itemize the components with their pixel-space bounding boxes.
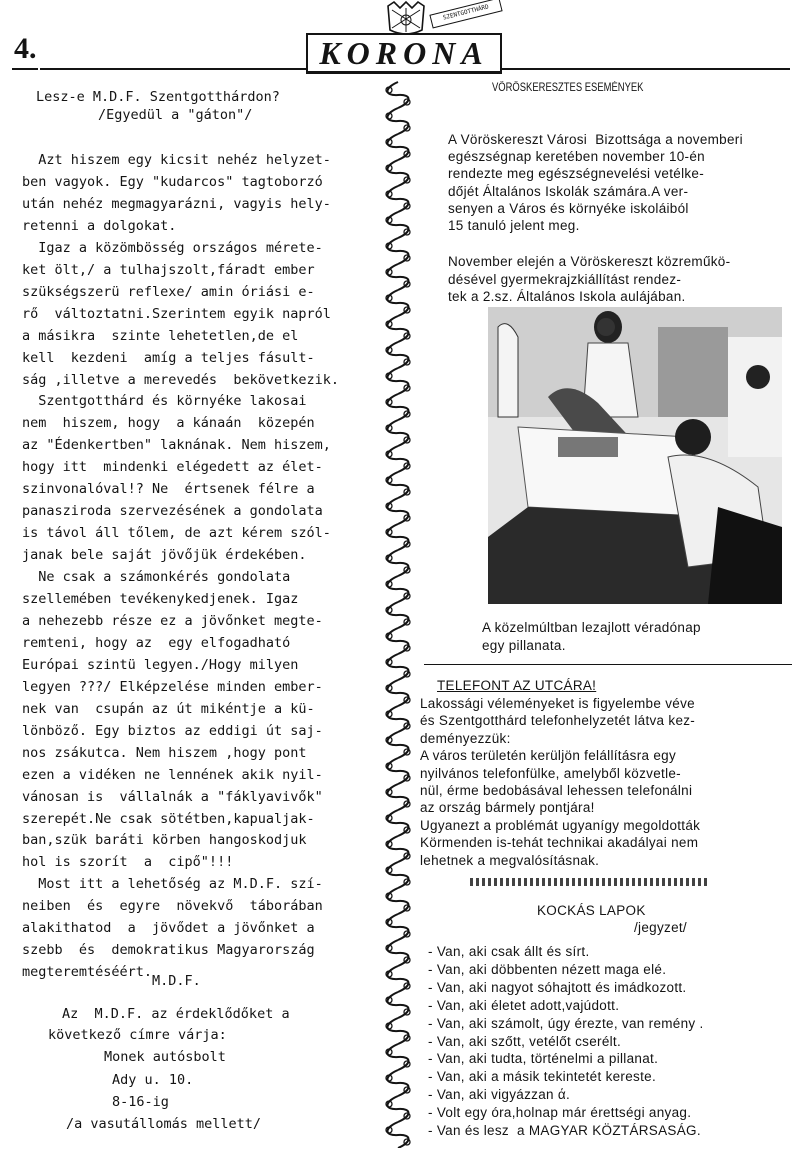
left-article-line: ben vagyok. Egy "kudarcos" tagtoborzó (22, 173, 323, 190)
red-cross-line: 15 tanuló jelent meg. (448, 218, 580, 233)
phone-article-line: deményezzük: (420, 730, 511, 746)
left-article-line: szükségszerü reflexe/ amin óriási e- (22, 283, 315, 300)
red-cross-line: November elején a Vöröskereszt közreműkö- (448, 254, 731, 269)
red-cross-line: désével gyermekrajzkiállítást rendez- (448, 271, 682, 287)
header-rule-right (500, 68, 790, 70)
left-article-line: Igaz a közömbösség országos mérete- (22, 239, 323, 256)
left-article-line: hol is szorít a cipő"!!! (22, 854, 234, 871)
red-cross-line: egészségnap keretében november 10-én (448, 149, 705, 165)
phone-article-title: TELEFONT AZ UTCÁRA! (437, 678, 597, 693)
kockas-lapok-title: KOCKÁS LAPOK (537, 903, 646, 918)
left-article-line: Azt hiszem egy kicsit nehéz helyzet- (22, 152, 331, 168)
left-article-line: kell kezdeni amíg a teljes fásult- (22, 349, 315, 366)
blood-donation-photo (488, 307, 782, 604)
ornamental-column-divider (380, 78, 416, 1148)
red-cross-line: senyen a Város és környéke iskoláiból (448, 200, 689, 216)
phone-article-line: és Szentgotthárd telefonhelyzetét látva kez- (420, 713, 696, 729)
left-article-line: után nehéz megmagyarázni, vagyis hely- (22, 195, 331, 212)
left-article-line: szellemében tevékenykedjenek. Igaz (22, 591, 299, 607)
photo-caption-line-1: A közelmúltban lezajlott véradónap (482, 620, 701, 635)
red-cross-title: VÖRÖSKERESZTES ESEMÉNYEK (492, 82, 644, 94)
kockas-lapok-item: - Van, aki a másik tekintetét kereste. (428, 1069, 656, 1085)
kockas-lapok-item: - Van, aki szőtt, vetélőt cserélt. (428, 1033, 622, 1049)
left-article-subtitle: /Egyedül a "gáton"/ (98, 107, 253, 123)
signature: M.D.F. (152, 973, 201, 989)
left-article-line: hogy itt mindenki elégedett az élet- (22, 459, 323, 476)
left-article-line: vánosan is vállalnák a "fáklyavivők" (22, 788, 323, 805)
kockas-lapok-item: - Van, aki csak állt és sírt. (428, 944, 590, 959)
address-line-3: 8-16-ig (112, 1094, 169, 1110)
left-article-line: Európai szintü legyen./Hogy milyen (22, 656, 299, 673)
left-article-line: Szentgotthárd és környéke lakosai (22, 393, 307, 410)
left-article-line: szerepét.Ne csak sötétben,kapualjak- (22, 810, 315, 827)
left-article-line: ket ölt,/ a tulhajszolt,fáradt ember (22, 261, 315, 278)
red-cross-line: dőjét Általános Iskolák számára.A ver- (448, 183, 689, 199)
kockas-lapok-subtitle: /jegyzet/ (634, 920, 687, 935)
left-article-line: szinvonalóval!? Ne értsenek félre a (22, 481, 315, 498)
header-rule-left (40, 68, 306, 70)
ornamental-separator (470, 878, 710, 886)
red-cross-line: rendezte meg egészségnevelési vetélke- (448, 166, 705, 182)
kockas-lapok-item: - Van és lesz a MAGYAR KÖZTÁRSASÁG. (428, 1123, 701, 1138)
section-rule (424, 664, 792, 665)
left-article-line: ság ,illetve a merevedés bekövetkezik. (22, 371, 339, 388)
kockas-lapok-item: - Van, aki tudta, történelmi a pillanat. (428, 1051, 659, 1067)
left-article-line: is távol áll tőlem, de azt kérem szól- (22, 525, 331, 542)
masthead-title: KORONA (319, 35, 489, 71)
page-number: 4. (14, 32, 37, 65)
kockas-lapok-item: - Van, aki nagyot sóhajtott és imádkozott. (428, 979, 687, 995)
left-article-line: ban,szük baráti körben hangoskodjuk (22, 832, 307, 849)
invite-line-1: Az M.D.F. az érdeklődőket a (62, 1006, 290, 1022)
left-article-line: neiben és egyre növekvő táborában (22, 898, 323, 915)
left-article-line: legyen ???/ Elképzelése minden ember- (22, 678, 323, 695)
left-article-line: rő változtatni.Szerintem egyik napról (22, 305, 331, 322)
red-cross-line: tek a 2.sz. Általános Iskola aulájában. (448, 289, 686, 304)
invite-line-2: következő címre várja: (48, 1027, 227, 1043)
phone-article-line: nyilvános telefonfülke, amelyből közvetle- (420, 765, 681, 781)
photo-caption-line-2: egy pillanata. (482, 638, 566, 653)
phone-article-line: Lakossági véleményeket is figyelembe véve (420, 696, 695, 711)
left-article-title: Lesz-e M.D.F. Szentgotthárdon? (36, 89, 280, 105)
kockas-lapok-item: - Van, aki számolt, úgy érezte, van remény . (428, 1015, 704, 1031)
left-article-line: retenni a dolgokat. (22, 217, 177, 234)
left-article-line: Most itt a lehetőség az M.D.F. szí- (22, 876, 323, 893)
phone-article-line: lehetnek a megvalósításnak. (420, 852, 600, 868)
left-article-line: lönböző. Egy biztos az eddigi út saj- (22, 722, 323, 739)
left-article-line: szebb és demokratikus Magyarország (22, 942, 315, 959)
left-article-line: a nehezebb része ez a jövőnket megte- (22, 612, 323, 629)
left-article-line: alakithatod a jövődet a jövőnket a (22, 920, 315, 937)
kockas-lapok-item: - Volt egy óra,holnap már érettségi anyag. (428, 1105, 692, 1121)
phone-article-line: nül, érme bedobásával lehessen telefonálni (420, 783, 693, 798)
crest-banner: SZENTGOTTHÁRD (429, 0, 502, 29)
left-article-line: Ne csak a számonkérés gondolata (22, 569, 291, 586)
left-article-line: ezen a vidéken ne lennének akik nyil- (22, 766, 323, 783)
left-article-line: az "Édenkertben" laknának. Nem hiszem, (22, 437, 331, 454)
left-article-line: a másikra szinte lehetetlen,de el (22, 327, 299, 344)
left-article-line: nek van csupán az út mikéntje a kü- (22, 700, 315, 717)
address-note: /a vasutállomás mellett/ (66, 1116, 262, 1132)
phone-article-line: A város területén kerüljön felállításra egy (420, 748, 677, 764)
left-article-line: nos zsákutca. Nem hiszem ,hogy pont (22, 744, 307, 761)
address-line-2: Ady u. 10. (112, 1072, 194, 1088)
left-article-line: remteni, hogy az egy elfogadható (22, 634, 291, 651)
page-number-underline (12, 68, 38, 70)
phone-article-line: Ugyanezt a problémát ugyanígy megoldották (420, 817, 701, 833)
left-article-line: megteremtéséért. (22, 964, 153, 981)
phone-article-line: az ország bármely pontjára! (420, 800, 595, 816)
left-article-line: panasziroda szervezésének a gondolata (22, 503, 323, 520)
address-line-1: Monek autósbolt (104, 1049, 226, 1065)
left-article-line: janak bele saját jövőjük érdekében. (22, 547, 307, 564)
kockas-lapok-item: - Van, aki életet adott,vajúdott. (428, 997, 620, 1013)
kockas-lapok-item: - Van, aki döbbenten nézett maga elé. (428, 961, 667, 977)
red-cross-line: A Vöröskereszt Városi Bizottsága a novemberi (448, 132, 743, 147)
kockas-lapok-item: - Van, aki vigyázzan ά. (428, 1087, 571, 1103)
left-article-line: nem hiszem, hogy a kánaán közepén (22, 415, 315, 432)
phone-article-line: Körmenden is-tehát technikai akadályai nem (420, 835, 699, 851)
